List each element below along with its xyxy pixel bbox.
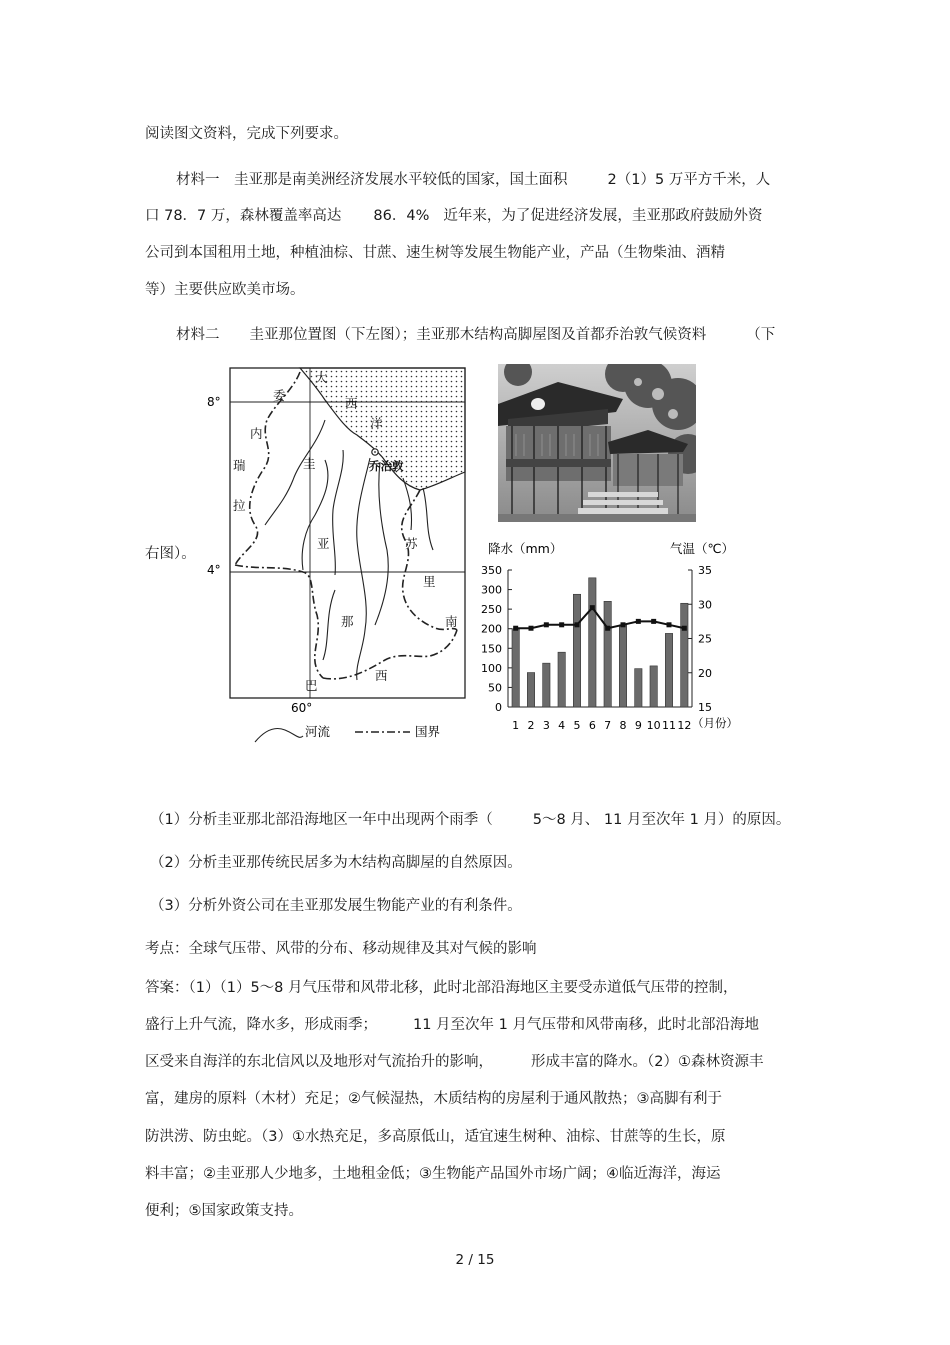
temperature-point-8 xyxy=(621,622,626,627)
intro-text: 阅读图文资料，完成下列要求。 xyxy=(145,126,348,142)
temperature-point-1 xyxy=(513,626,518,631)
chart-ylabel: 降水（mm） xyxy=(488,541,563,556)
answer-line2-b: 11 月至次年 1 月气压带和风带南移，此时北部沿海地 xyxy=(413,1017,760,1033)
temperature-point-4 xyxy=(559,622,564,627)
answer-line4: 富，建房的原料（木材）充足；②气候湿热，木质结构的房屋利于通风散热；③高脚有利于 xyxy=(145,1091,722,1107)
temperature-point-5 xyxy=(575,622,580,627)
rain-bar-4 xyxy=(558,652,565,707)
chart-ytick-label: 350 xyxy=(481,564,502,577)
answer-line1: 答案：（1）（1）5～8 月气压带和风带北移，此时北部沿海地区主要受赤道低气压带的控制， xyxy=(145,980,738,996)
chart-xtick-label: 9 xyxy=(634,719,642,732)
rain-bar-11 xyxy=(665,633,672,707)
temperature-point-9 xyxy=(636,619,641,624)
legend-river-line xyxy=(255,729,303,743)
chart-xtick-label: 7 xyxy=(604,719,612,732)
material1-line2-a: 口 78．7 万，森林覆盖率高达 xyxy=(145,208,342,224)
rain-bar-7 xyxy=(604,601,611,707)
rain-bar-10 xyxy=(650,666,657,707)
map-label-wei: 委 xyxy=(273,388,286,403)
map-label-rui: 瑞 xyxy=(233,458,246,473)
chart-ytick-label: 300 xyxy=(481,583,502,597)
guyana-location-map xyxy=(205,360,480,750)
temperature-point-10 xyxy=(651,619,656,624)
chart-ytick-label: 50 xyxy=(488,681,502,695)
map-label-na: 那 xyxy=(341,614,354,629)
map-label-la: 拉 xyxy=(233,498,246,513)
rain-bar-2 xyxy=(527,673,534,707)
page-number: 2 / 15 xyxy=(455,1252,495,1268)
map-label-xi: 西 xyxy=(345,396,358,411)
chart-xtick-label: 6 xyxy=(588,719,596,732)
answer-line3 xyxy=(145,1052,763,1072)
material2-line1 xyxy=(176,325,775,345)
chart-xtick-label: 5 xyxy=(573,719,581,732)
chart-y2tick-label: 25 xyxy=(698,632,712,646)
map-label-su: 苏 xyxy=(405,536,418,551)
material1-line4: 等）主要供应欧美市场。 xyxy=(145,282,305,298)
question-1 xyxy=(150,810,790,830)
question-1-b: 5～8 月、 11 月至次年 1 月）的原因。 xyxy=(532,812,791,828)
answer-line3-a: 区受来自海洋的东北信风以及地形对气流抬升的影响， xyxy=(145,1054,493,1070)
rain-bar-6 xyxy=(589,578,596,707)
answer-line2-a: 盛行上升气流，降水多，形成雨季； xyxy=(145,1017,377,1033)
material2-line2: 右图）。 xyxy=(145,546,196,562)
chart-ytick-label: 100 xyxy=(481,661,502,675)
chart-xtick-label: 2 xyxy=(527,719,535,732)
material1-line2-b: 86．4% xyxy=(373,208,430,224)
answer-line3-b: 形成丰富的降水。（2）①森林资源丰 xyxy=(531,1054,764,1070)
map-label-xi2: 西 xyxy=(375,668,388,683)
material1-line1 xyxy=(176,170,770,190)
map-label-ba: 巴 xyxy=(305,678,318,693)
kaodian-text: 考点：全球气压带、风带的分布、移动规律及其对气候的影响 xyxy=(145,941,537,957)
chart-y2tick-label: 35 xyxy=(698,564,712,577)
material2-line1-a: 材料二 xyxy=(176,327,220,343)
legend-river-label: 河流 xyxy=(305,724,331,739)
chart-xtick-label: 11 xyxy=(662,719,676,732)
material1-line2-c: 近年来，为了促进经济发展，圭亚那政府鼓励外资 xyxy=(443,208,763,224)
chart-xtick-label: 10 xyxy=(646,719,661,732)
temperature-line xyxy=(516,608,685,629)
question-2: （2）分析圭亚那传统民居多为木结构高脚屋的自然原因。 xyxy=(150,855,522,871)
chart-ytick-label: 150 xyxy=(481,642,502,656)
chart-xtick-label: 4 xyxy=(558,719,566,732)
material1-line1-a: 材料一 圭亚那是南美洲经济发展水平较低的国家，国土面积 xyxy=(176,172,568,188)
chart-xtick-label: 12 xyxy=(677,719,692,732)
map-label-nei: 内 xyxy=(250,426,263,441)
map-lat-8: 8° xyxy=(207,395,221,409)
temperature-point-2 xyxy=(529,626,534,631)
chart-ytick-label: 250 xyxy=(481,603,502,617)
temperature-point-3 xyxy=(544,622,549,627)
map-label-ya: 亚 xyxy=(317,536,330,551)
map-label-yang: 洋 xyxy=(370,416,383,431)
stilt-house-photo xyxy=(498,364,696,522)
question-1-a: （1）分析圭亚那北部沿海地区一年中出现两个雨季（ xyxy=(150,812,493,828)
chart-xtick-label: 8 xyxy=(619,719,627,732)
chart-y2tick-label: 30 xyxy=(698,598,712,612)
rain-bar-8 xyxy=(619,625,626,707)
rain-bar-3 xyxy=(543,663,550,707)
rain-bar-12 xyxy=(681,603,688,707)
material2-line1-b: 圭亚那位置图（下左图）；圭亚那木结构高脚屋图及首都乔治敦气候资料 xyxy=(249,327,707,343)
rain-bar-5 xyxy=(573,594,580,707)
climate-chart xyxy=(470,535,770,765)
chart-y2tick-label: 15 xyxy=(698,701,712,714)
map-lon-60: 60° xyxy=(291,701,313,715)
temperature-point-12 xyxy=(682,626,687,631)
question-3: （3）分析外资公司在圭亚那发展生物能产业的有利条件。 xyxy=(150,898,522,914)
answer-line7: 便利；⑤国家政策支持。 xyxy=(145,1203,303,1219)
map-label-gui: 圭 xyxy=(303,456,316,471)
map-label-da: 大 xyxy=(315,370,328,385)
map-label-capital: 乔治敦 xyxy=(369,459,404,473)
answer-line6: 料丰富；②圭亚那人少地多，土地租金低；③生物能产品国外市场广阔；④临近海洋，海运 xyxy=(145,1166,721,1182)
answer-line5: 防洪涝、防虫蛇。（3）①水热充足，多高原低山，适宜速生树种、油棕、甘蔗等的生长，原 xyxy=(145,1129,726,1145)
chart-ytick-label: 200 xyxy=(481,622,502,636)
chart-y2tick-label: 20 xyxy=(698,666,712,680)
temperature-point-6 xyxy=(590,605,595,610)
material1-line2 xyxy=(145,206,762,226)
map-lat-4: 4° xyxy=(207,563,221,577)
rain-bar-1 xyxy=(512,629,519,707)
map-label-li: 里 xyxy=(423,574,436,589)
chart-y2label: 气温（℃） xyxy=(670,541,735,556)
legend-border-label: 国界 xyxy=(415,724,441,739)
rain-bar-9 xyxy=(635,669,642,707)
temperature-point-11 xyxy=(667,622,672,627)
temperature-point-7 xyxy=(605,626,610,631)
chart-ytick-label: 0 xyxy=(495,701,502,714)
chart-xlabel: （月份） xyxy=(692,716,738,730)
material1-line3: 公司到本国租用土地，种植油棕、甘蔗、速生树等发展生物能产业，产品（生物柴油、酒精 xyxy=(145,245,725,261)
answer-line2 xyxy=(145,1015,759,1035)
map-label-nan: 南 xyxy=(445,614,458,629)
chart-xtick-label: 3 xyxy=(542,719,550,732)
material2-line1-c: （下 xyxy=(746,327,776,343)
material1-line1-b: 2（1）5 万平方千米，人 xyxy=(607,172,771,188)
chart-xtick-label: 1 xyxy=(512,719,520,732)
